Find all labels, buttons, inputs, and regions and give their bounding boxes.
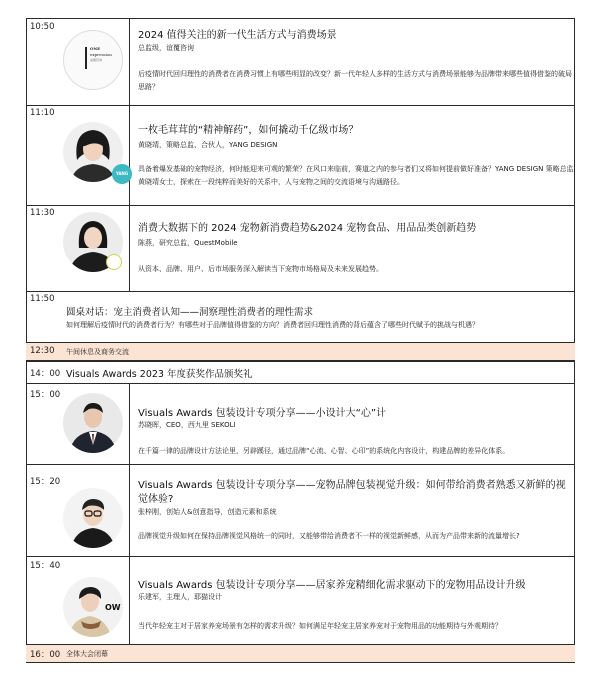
yang-design-badge: YANG xyxy=(112,164,132,184)
session-title: 圆桌对话：宠主消费者认知——洞察理性消费者的理性需求 xyxy=(66,307,314,318)
session-description: 具备着爆发基础的宠物经济，何时能迎来可观的繁荣？在风口来临前，赛道之内的参与者们又将如何提前做好准备？YANG DESIGN 策略总监 黄晓靖女士，探索在一段纯粹而美好的关系中，人与宠物之间的交流语境与沟通路径。 xyxy=(138,165,574,186)
row-divider xyxy=(26,556,575,557)
session-title: Visuals Awards 2023 年度获奖作品颁奖礼 xyxy=(66,369,253,380)
session-title: 一枚毛茸茸的“精神解药”，如何撬动千亿级市场？ xyxy=(138,125,359,136)
session-title: Visuals Awards 包装设计专项分享——小设计大“心”计 xyxy=(138,408,387,419)
session-time: 11:30 xyxy=(30,208,55,218)
person-icon xyxy=(63,393,123,453)
session-time: 11:10 xyxy=(30,108,55,118)
session-time: 15：20 xyxy=(30,477,61,487)
row-divider xyxy=(26,361,575,362)
session-speaker: 乐建军，主理人，耶猫设计 xyxy=(138,593,222,601)
closing-band xyxy=(26,644,575,663)
session-description: 从资本、品牌、用户、后市场服务深入解读当下宠物市场格局及未来发展趋势。 xyxy=(138,265,383,273)
row-divider xyxy=(26,105,575,106)
row-divider xyxy=(26,291,575,292)
session-title: 消费大数据下的 2024 宠物新消费趋势&2024 宠物食品、用品品类创新趋势 xyxy=(138,223,477,234)
expression-logo: ONE expression 谊覆咨询 xyxy=(63,30,123,90)
session-description: 在千篇一律的品牌设计方法论里，另辟蹊径，通过品牌“心流、心智、心印”的系统化内容设计，构建品牌的差异化体系。 xyxy=(138,447,510,455)
session-time: 12:30 xyxy=(30,346,55,356)
session-time: 15：40 xyxy=(30,561,61,571)
session-time: 10:50 xyxy=(30,22,55,32)
logo-mark: OW xyxy=(105,603,121,612)
session-description: 当代年轻宠主对于居家养宠场景有怎样的需求升级？如何满足年轻宠主居家养宠对于宠物用品的功能期待与外观期待？ xyxy=(138,622,502,630)
session-speaker: 张梓刚，创始人&创意指导，创造元素和系统 xyxy=(138,508,277,516)
session-time: 11:50 xyxy=(30,294,55,304)
column-divider xyxy=(129,383,130,662)
break-label: 午间休息及商务交流 xyxy=(66,348,129,356)
person-icon xyxy=(63,488,123,548)
break-band xyxy=(26,342,575,361)
row-divider xyxy=(26,464,575,465)
session-speaker: 陈燕，研究总监，QuestMobile xyxy=(138,239,238,247)
row-divider xyxy=(26,383,575,384)
session-title-continued: 觉体验? xyxy=(138,494,174,505)
session-description: 品牌视觉升级如何在保持品牌视觉风格统一的同时，又能够带给消费者不一样的视觉新鲜感，从而为产品带来新的流量增长? xyxy=(138,532,520,540)
session-title: Visuals Awards 包装设计专项分享——宠物品牌包装视觉升级：如何带给消费者熟悉又新鲜的视 xyxy=(138,480,566,491)
closing-label: 全体大会闭幕 xyxy=(66,650,108,658)
column-divider xyxy=(26,18,27,663)
session-title: 2024 值得关注的新一代生活方式与消费场景 xyxy=(138,30,337,41)
session-speaker: 苏晓晖，CEO，西九里 SEKOLI xyxy=(138,421,236,429)
session-speaker: 总监级，谊覆咨询 xyxy=(138,44,194,52)
session-description: 后疫情时代回归理性的消费者在消费习惯上有哪些明显的改变？新一代年轻人多样的生活方式与消费场景能够为品牌带来哪些值得借鉴的破局思路？ xyxy=(138,70,572,91)
speaker-photo xyxy=(63,393,123,453)
session-description: 如何理解后疫情时代的消费者行为？有哪些对于品牌值得借鉴的方向？消费者回归理性消费的背后蕴含了哪些时代赋予的挑战与机遇？ xyxy=(66,321,479,329)
row-divider xyxy=(26,205,575,206)
questmobile-badge xyxy=(106,254,122,270)
column-divider xyxy=(574,18,575,663)
session-time: 15：00 xyxy=(30,390,61,400)
row-divider xyxy=(26,18,575,19)
session-title: Visuals Awards 包装设计专项分享——居家养宠精细化需求驱动下的宠物用品设计升级 xyxy=(138,580,526,591)
agenda-table xyxy=(26,18,575,663)
session-time: 16：00 xyxy=(30,650,61,660)
session-speaker: 黄晓靖，策略总监、合伙人，YANG DESIGN xyxy=(138,141,278,149)
session-time: 14：00 xyxy=(30,369,61,379)
column-divider xyxy=(129,18,130,291)
speaker-photo xyxy=(63,488,123,548)
